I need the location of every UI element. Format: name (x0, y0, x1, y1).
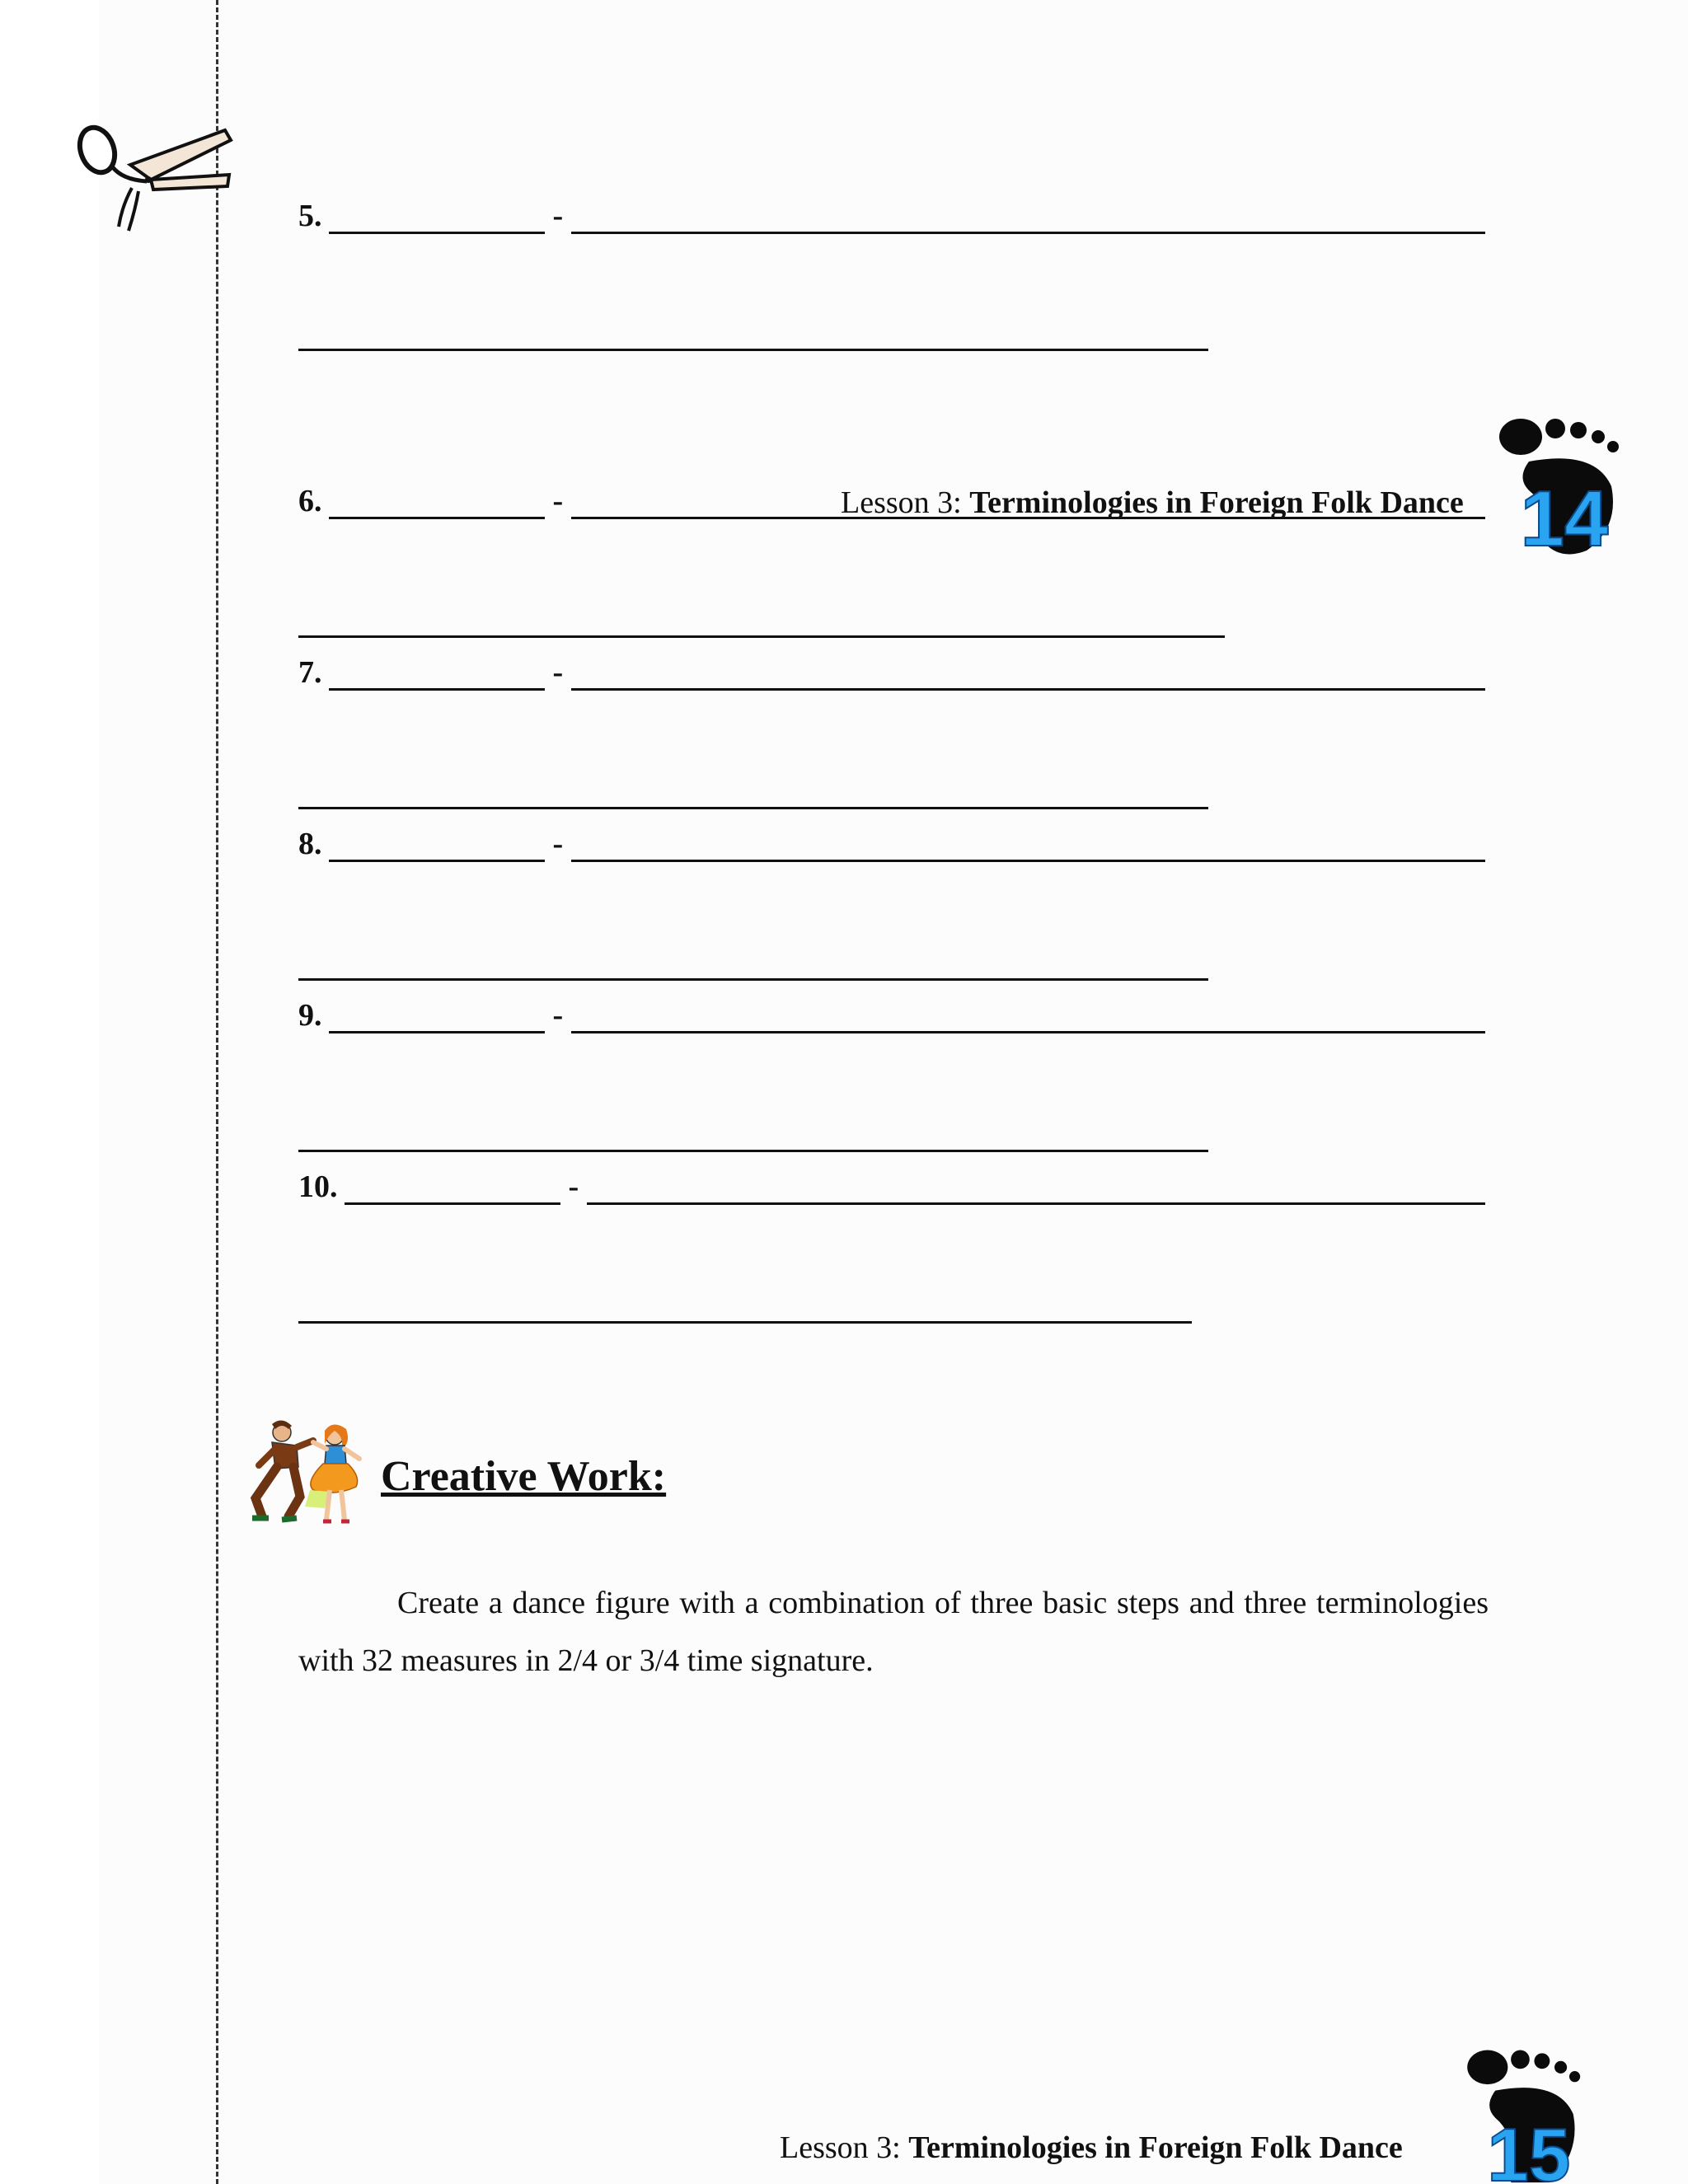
item-number: 9. (298, 998, 322, 1033)
item-number: 6. (298, 484, 322, 518)
term-blank[interactable] (329, 484, 545, 519)
dash: - (552, 655, 564, 690)
page-number: 14 (1520, 475, 1609, 560)
term-blank[interactable] (345, 1169, 560, 1205)
term-blank[interactable] (329, 998, 545, 1033)
scissors-icon (73, 115, 237, 239)
definition-blank[interactable] (571, 655, 1485, 691)
page-number: 15 (1487, 2114, 1571, 2184)
definition-blank-line-2[interactable] (298, 1319, 1192, 1324)
lesson-prefix: Lesson 3: (841, 485, 962, 520)
page-sheet (99, 0, 1688, 2184)
dash: - (552, 484, 564, 518)
footprint-icon (1461, 2044, 1592, 2184)
item-7 (298, 651, 1485, 691)
definition-blank[interactable] (587, 1169, 1485, 1205)
dash: - (568, 1169, 579, 1204)
definition-blank-line-2[interactable] (298, 976, 1208, 981)
dash: - (552, 998, 564, 1033)
definition-blank[interactable] (571, 199, 1485, 234)
definition-blank[interactable] (571, 827, 1485, 862)
footprint-icon (1496, 412, 1628, 560)
definition-blank-line-2[interactable] (298, 633, 1225, 638)
item-10 (298, 1165, 1485, 1205)
lesson-title: Terminologies in Foreign Folk Dance (969, 485, 1464, 520)
term-blank[interactable] (329, 827, 545, 862)
creative-work-heading: Creative Work: (381, 1453, 667, 1500)
term-blank[interactable] (329, 199, 545, 234)
lesson-header-14 (841, 485, 1464, 521)
definition-blank[interactable] (571, 998, 1485, 1033)
dash: - (552, 827, 564, 861)
lesson-prefix: Lesson 3: (780, 2130, 901, 2165)
term-blank[interactable] (329, 655, 545, 691)
item-number: 10. (298, 1169, 338, 1204)
item-8 (298, 823, 1485, 862)
cut-line (216, 0, 218, 2184)
item-5 (298, 194, 1485, 234)
item-number: 5. (298, 199, 322, 233)
item-number: 7. (298, 655, 322, 690)
item-9 (298, 994, 1485, 1033)
lesson-footer-15 (780, 2130, 1403, 2166)
creative-work-instructions: Create a dance figure with a combination of three basic steps and three terminologies with 32 measures in 2/4 or 3/4 time signature. (298, 1586, 1489, 1678)
dancing-couple-icon (247, 1416, 371, 1531)
lesson-title: Terminologies in Foreign Folk Dance (908, 2130, 1403, 2165)
dash: - (552, 199, 564, 233)
item-number: 8. (298, 827, 322, 861)
definition-blank-line-2[interactable] (298, 804, 1208, 809)
definition-blank-line-2[interactable] (298, 1147, 1208, 1152)
definition-blank-line-2[interactable] (298, 346, 1208, 351)
